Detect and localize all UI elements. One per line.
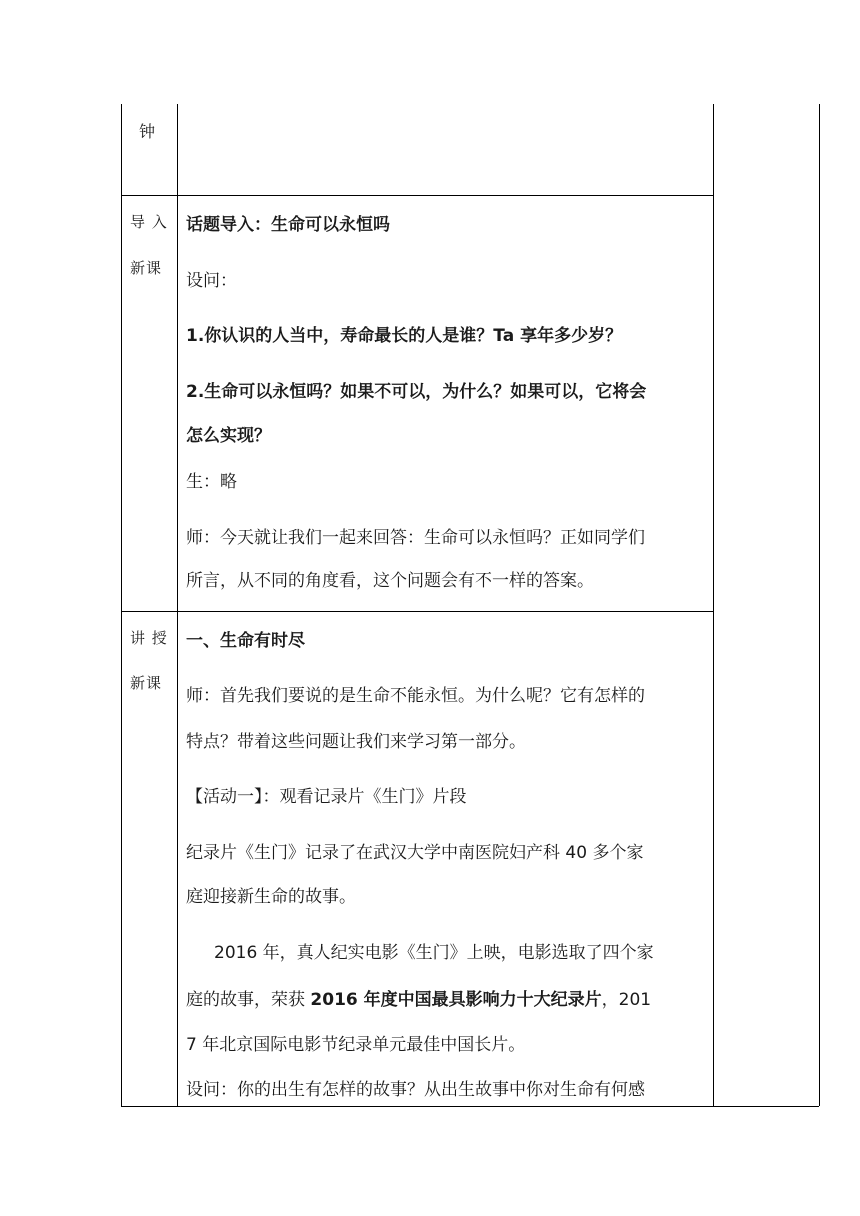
text-ask: 设问：	[186, 271, 237, 291]
teacher-intro-line2: 特点？带着这些问题让我们来学习第一部分。	[186, 732, 526, 752]
row-label-intro-line2: 新课	[130, 259, 163, 277]
row-label-lecture-line1: 讲 授	[130, 629, 168, 647]
table-row-divider-1	[121, 195, 713, 196]
film-text-line3: 7 年北京国际电影节纪录单元最佳中国长片。	[186, 1035, 526, 1055]
question-1: 1.你认识的人当中，寿命最长的人是谁？Ta 享年多少岁？	[186, 326, 623, 346]
student-answer: 生：略	[186, 472, 237, 492]
row-label-lecture-line2: 新课	[130, 674, 163, 692]
table-border-left	[121, 104, 122, 1106]
activity-title: 【活动一】：观看记录片《生门》片段	[186, 787, 467, 807]
question-2-line2: 怎么实现？	[186, 426, 271, 446]
documentary-text-line1: 纪录片《生门》记录了在武汉大学中南医院妇产科 40 多个家	[186, 843, 644, 863]
section-heading-topic: 话题导入：生命可以永恒吗	[186, 215, 390, 235]
film-text-line2	[186, 985, 651, 1010]
film-text-line2-pre: 庭的故事，荣获	[186, 990, 311, 1010]
teacher-intro-line1: 师：首先我们要说的是生命不能永恒。为什么呢？它有怎样的	[186, 686, 645, 706]
table-border-bottom	[121, 1106, 819, 1107]
documentary-text-line2: 庭迎接新生命的故事。	[186, 887, 356, 907]
table-border-col1	[177, 104, 178, 1106]
table-border-col2	[713, 104, 714, 1106]
table-row-divider-2	[121, 611, 713, 612]
film-award-bold: 2016 年度中国最具影响力十大纪录片	[310, 990, 602, 1010]
ask-text-line1: 设问：你的出生有怎样的故事？从出生故事中你对生命有何感	[186, 1080, 645, 1100]
row-label-intro-line1: 导 入	[130, 213, 168, 231]
film-text-line2-post: ，201	[601, 990, 652, 1010]
teacher-text-line2: 所言，从不同的角度看，这个问题会有不一样的答案。	[186, 571, 594, 591]
row-label-minutes: 钟	[139, 122, 157, 141]
teacher-text-line1: 师：今天就让我们一起来回答：生命可以永恒吗？正如同学们	[186, 528, 645, 548]
section-heading-life: 一、生命有时尽	[186, 631, 305, 651]
question-2-line1: 2.生命可以永恒吗？如果不可以，为什么？如果可以，它将会	[186, 382, 647, 402]
film-text-line1: 2016 年，真人纪实电影《生门》上映，电影选取了四个家	[214, 943, 654, 963]
table-border-right	[819, 104, 820, 1106]
